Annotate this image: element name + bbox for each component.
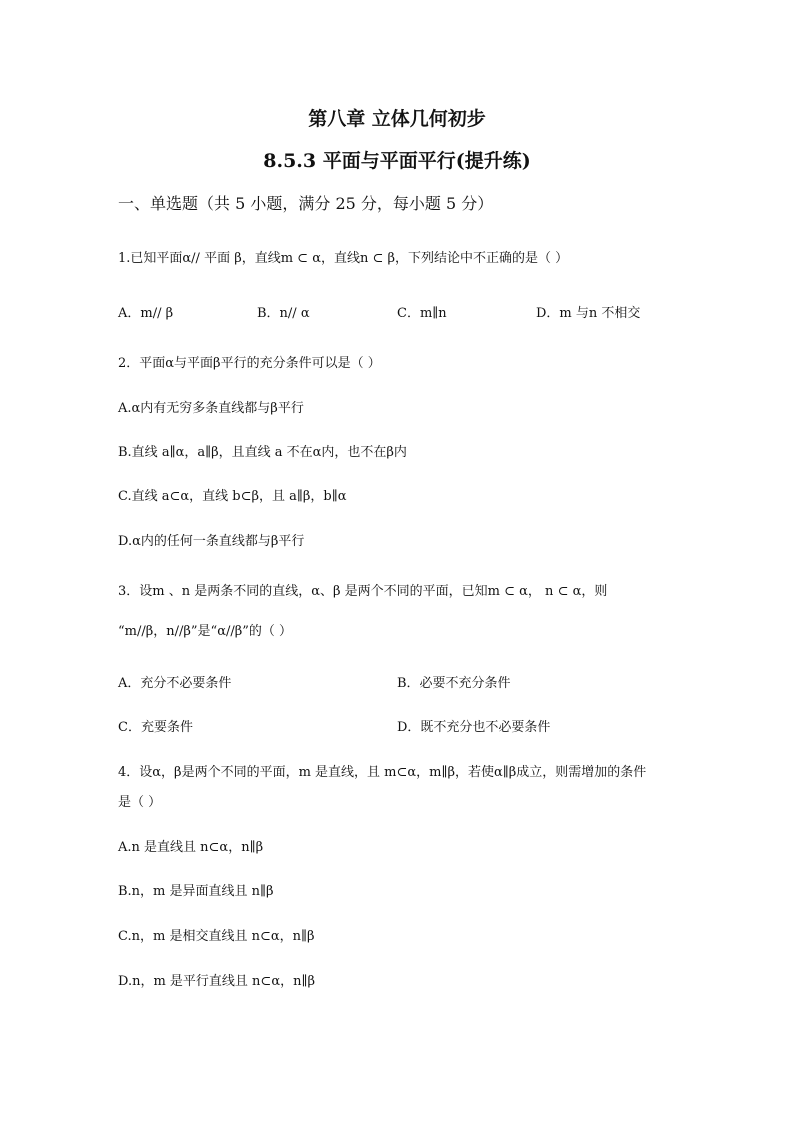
- question-1-stem: 1.已知平面α// 平面 β，直线m ⊂ α，直线n ⊂ β，下列结论中不正确的是（ ）: [118, 251, 569, 266]
- question-4-stem-line1: 4．设α，β是两个不同的平面，m 是直线，且 m⊂α，m∥β，若使α∥β成立，则需增加的条件: [118, 765, 647, 780]
- question-1-option-b: B．n// α: [257, 306, 310, 321]
- question-1-option-c: C．m∥n: [397, 306, 447, 321]
- question-3-stem-line1: 3．设m 、n 是两条不同的直线，α、β 是两个不同的平面，已知m ⊂ α， n ⊂ α，则: [118, 584, 608, 599]
- question-1-option-a: A．m// β: [118, 306, 174, 321]
- chapter-title: 第八章 立体几何初步: [308, 108, 486, 130]
- question-2-stem: 2．平面α与平面β平行的充分条件可以是（ ）: [118, 356, 381, 371]
- section-heading: 一、单选题（共 5 小题，满分 25 分，每小题 5 分）: [118, 194, 494, 213]
- question-4-option-c: C.n，m 是相交直线且 n⊂α，n∥β: [118, 929, 315, 944]
- question-2-option-b: B.直线 a∥α，a∥β，且直线 a 不在α内，也不在β内: [118, 445, 407, 460]
- question-3-option-c: C．充要条件: [118, 720, 193, 735]
- question-4-option-d: D.n，m 是平行直线且 n⊂α，n∥β: [118, 974, 315, 989]
- question-3-option-d: D．既不充分也不必要条件: [397, 720, 551, 735]
- question-4-stem-line2: 是（ ）: [118, 795, 162, 810]
- lesson-title: 8.5.3 平面与平面平行(提升练): [263, 150, 531, 172]
- question-3-stem-line2: “m//β，n//β”是“α//β”的（ ）: [118, 624, 293, 639]
- question-2-option-c: C.直线 a⊂α，直线 b⊂β，且 a∥β，b∥α: [118, 489, 347, 504]
- question-2-option-d: D.α内的任何一条直线都与β平行: [118, 534, 305, 549]
- question-4-option-b: B.n，m 是异面直线且 n∥β: [118, 884, 274, 899]
- question-1-option-d: D．m 与n 不相交: [536, 306, 641, 321]
- question-4-option-a: A.n 是直线且 n⊂α，n∥β: [118, 840, 264, 855]
- question-2-option-a: A.α内有无穷多条直线都与β平行: [118, 401, 304, 416]
- question-3-option-b: B．必要不充分条件: [397, 676, 511, 691]
- question-3-option-a: A．充分不必要条件: [118, 676, 232, 691]
